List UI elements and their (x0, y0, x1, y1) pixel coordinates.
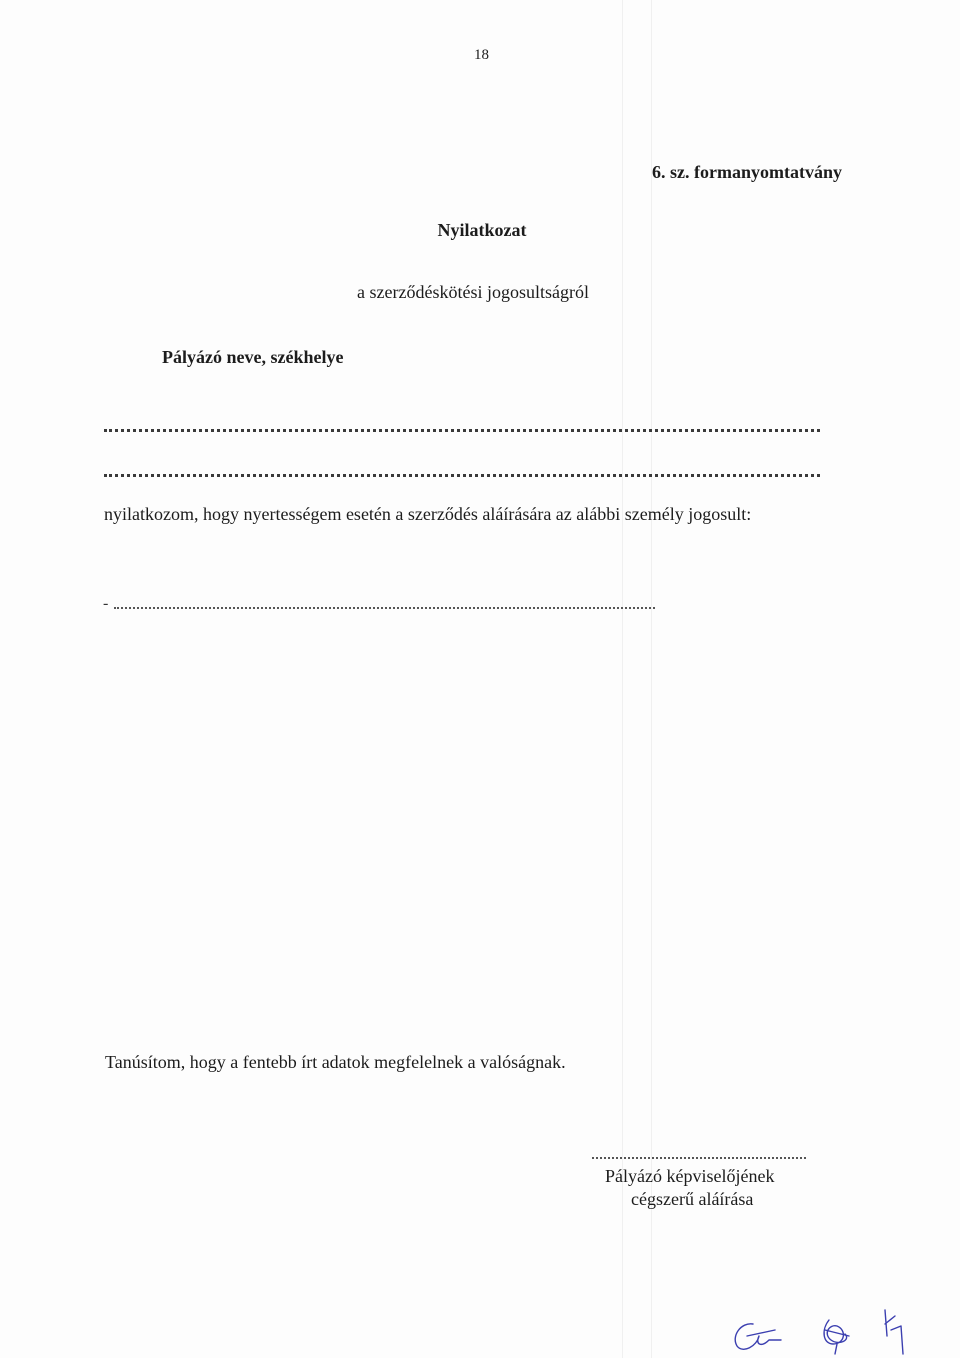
applicant-fill-line (104, 429, 820, 432)
signature-caption: Pályázó képviselőjének (605, 1166, 775, 1186)
fold-line (651, 0, 652, 1358)
signature-caption-sub: cégszerű aláírása (631, 1189, 754, 1209)
signatory-bullet: - (103, 595, 109, 612)
form-id: 6. sz. formanyomtatvány (652, 162, 842, 182)
signatory-fill-line (114, 607, 655, 609)
applicant-fill-line (104, 474, 820, 477)
document-title: Nyilatkozat (437, 220, 527, 240)
signature-line (592, 1157, 806, 1159)
handwritten-initials (725, 1300, 925, 1358)
document-subtitle: a szerződéskötési jogosultságról (357, 282, 589, 302)
fold-line (622, 0, 623, 1358)
applicant-label: Pályázó neve, székhelye (162, 347, 344, 367)
certification-text: Tanúsítom, hogy a fentebb írt adatok megfelelnek a valóságnak. (105, 1052, 566, 1072)
page-number: 18 (474, 47, 489, 63)
statement-text: nyilatkozom, hogy nyertességem esetén a szerződés aláírására az alábbi személy jogosult: (104, 504, 752, 524)
